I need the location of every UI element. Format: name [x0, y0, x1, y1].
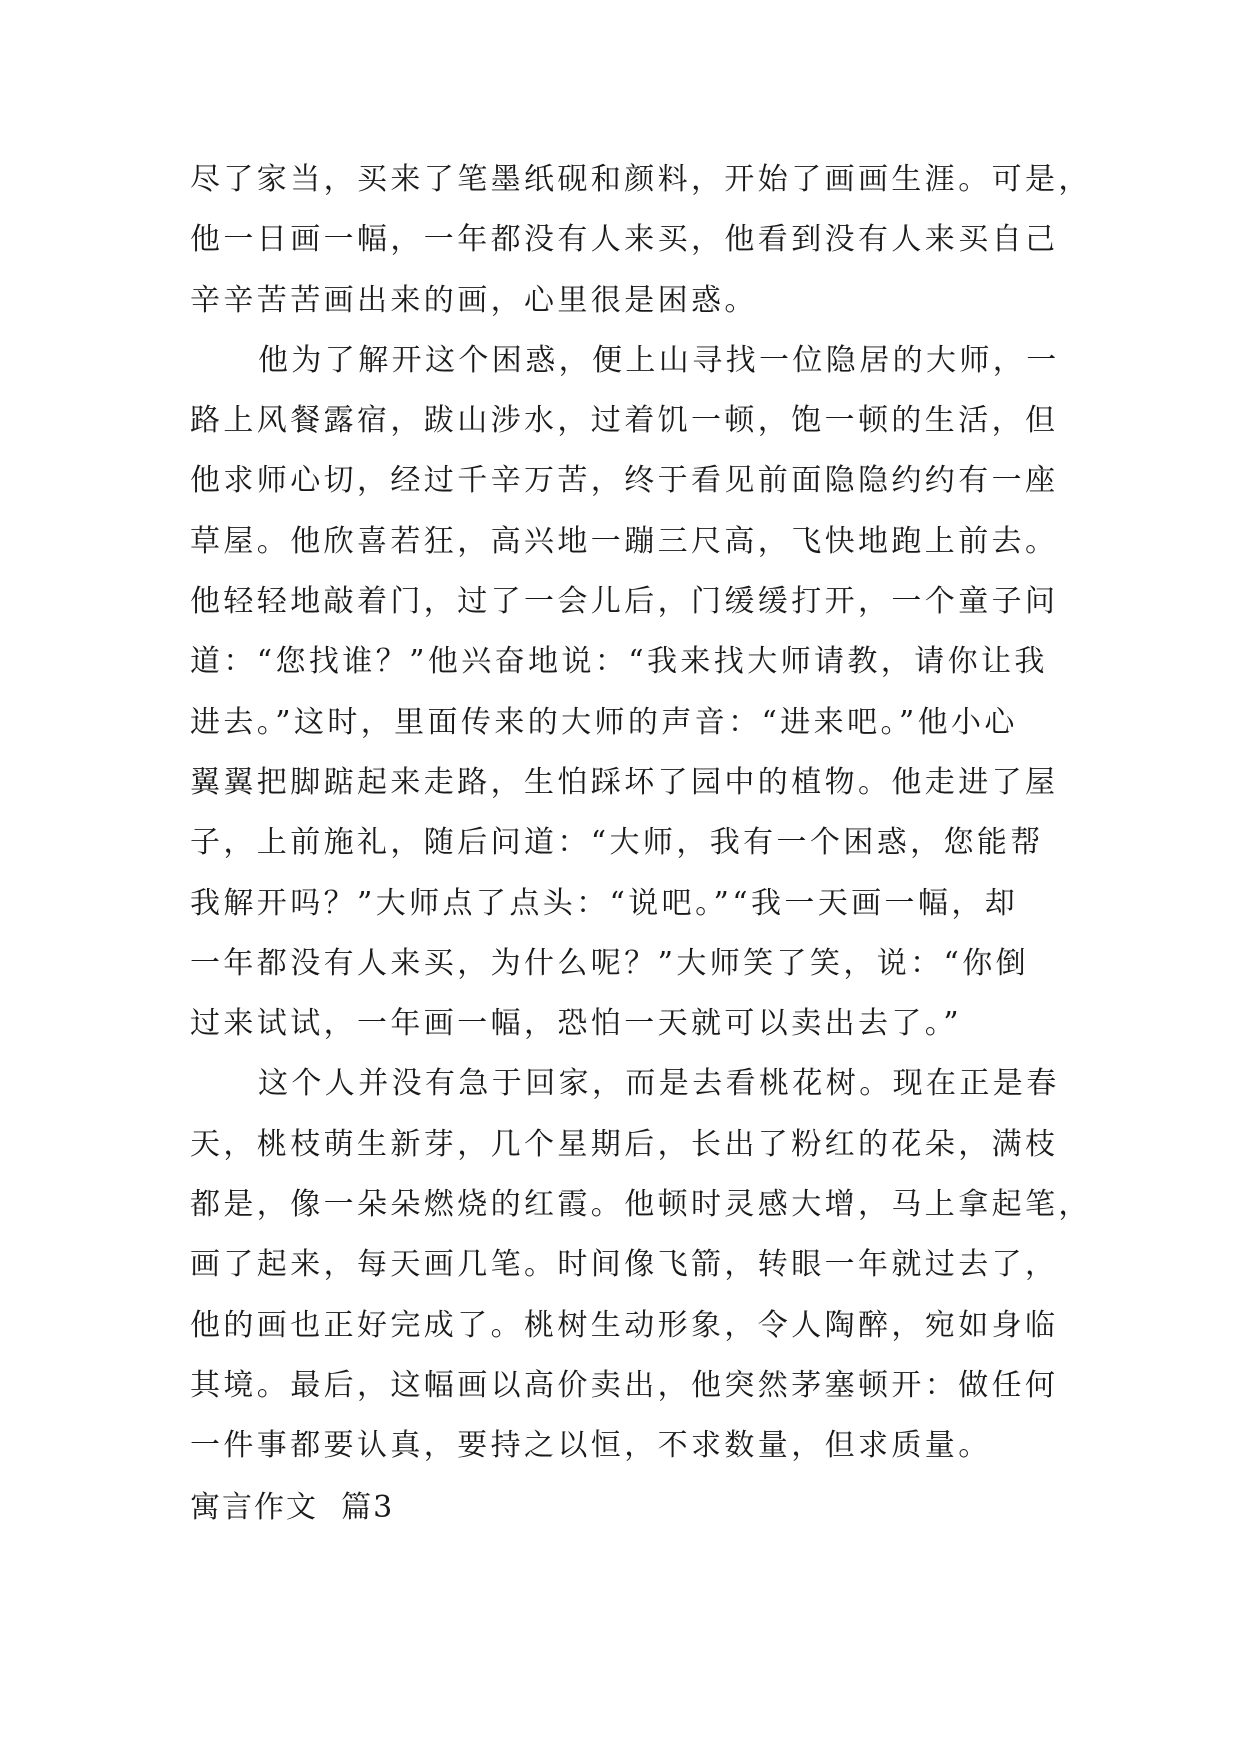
text-line: 他求师心切，经过千辛万苦，终于看见前面隐隐约约有一座 [190, 463, 1059, 499]
text-line: 天，桃枝萌生新芽，几个星期后，长出了粉红的花朵，满枝 [190, 1126, 1059, 1162]
text-line: 路上风餐露宿，跋山涉水，过着饥一顿，饱一顿的生活，但 [190, 403, 1059, 439]
text-line: 一件事都要认真，要持之以恒，不求数量，但求质量。 [190, 1428, 992, 1464]
text-line: 他一日画一幅，一年都没有人来买，他看到没有人来买自己 [190, 222, 1059, 258]
text-line: 都是，像一朵朵燃烧的红霞。他顿时灵感大增，马上拿起笔， [190, 1187, 1092, 1223]
paragraph-1 [190, 150, 1092, 331]
text-line: 辛辛苦苦画出来的画，心里很是困惑。 [190, 282, 758, 318]
text-line: 一年都没有人来买，为什么呢？”大师笑了笑，说：“你倒 [190, 945, 1030, 981]
text-line: 尽了家当，买来了笔墨纸砚和颜料，开始了画画生涯。可是， [190, 162, 1092, 197]
text-line: 他的画也正好完成了。桃树生动形象，令人陶醉，宛如身临 [190, 1307, 1059, 1343]
text-line: 草屋。他欣喜若狂，高兴地一蹦三尺高，飞快地跑上前去。 [190, 523, 1059, 559]
paragraph-3 [190, 1054, 1092, 1476]
text-line: 进去。”这时，里面传来的大师的声音：“进来吧。”他小心 [190, 704, 1018, 740]
text-line: 道：“您找谁？”他兴奋地说：“我来找大师请教，请你让我 [190, 644, 1048, 680]
text-line: 画了起来，每天画几笔。时间像飞箭，转眼一年就过去了， [190, 1247, 1059, 1283]
section-heading: 寓言作文 篇3 [190, 1490, 395, 1525]
text-line: 过来试试，一年画一幅，恐怕一天就可以卖出去了。” [190, 1006, 962, 1042]
text-line: 他为了解开这个困惑，便上山寻找一位隐居的大师，一 [258, 342, 1060, 378]
text-line: 他轻轻地敲着门，过了一会儿后，门缓缓打开，一个童子问 [190, 584, 1059, 620]
text-line: 我解开吗？”大师点了点头：“说吧。”“我一天画一幅，却 [190, 885, 1019, 921]
text-line: 这个人并没有急于回家，而是去看桃花树。现在正是春 [258, 1066, 1060, 1102]
text-line: 其境。最后，这幅画以高价卖出，他突然茅塞顿开：做任何 [190, 1367, 1059, 1403]
text-line: 翼翼把脚踮起来走路，生怕踩坏了园中的植物。他走进了屋 [190, 764, 1059, 800]
text-line: 子，上前施礼，随后问道：“大师，我有一个困惑，您能帮 [190, 825, 1044, 861]
article-body [190, 150, 1092, 1477]
paragraph-2 [190, 331, 1060, 1055]
